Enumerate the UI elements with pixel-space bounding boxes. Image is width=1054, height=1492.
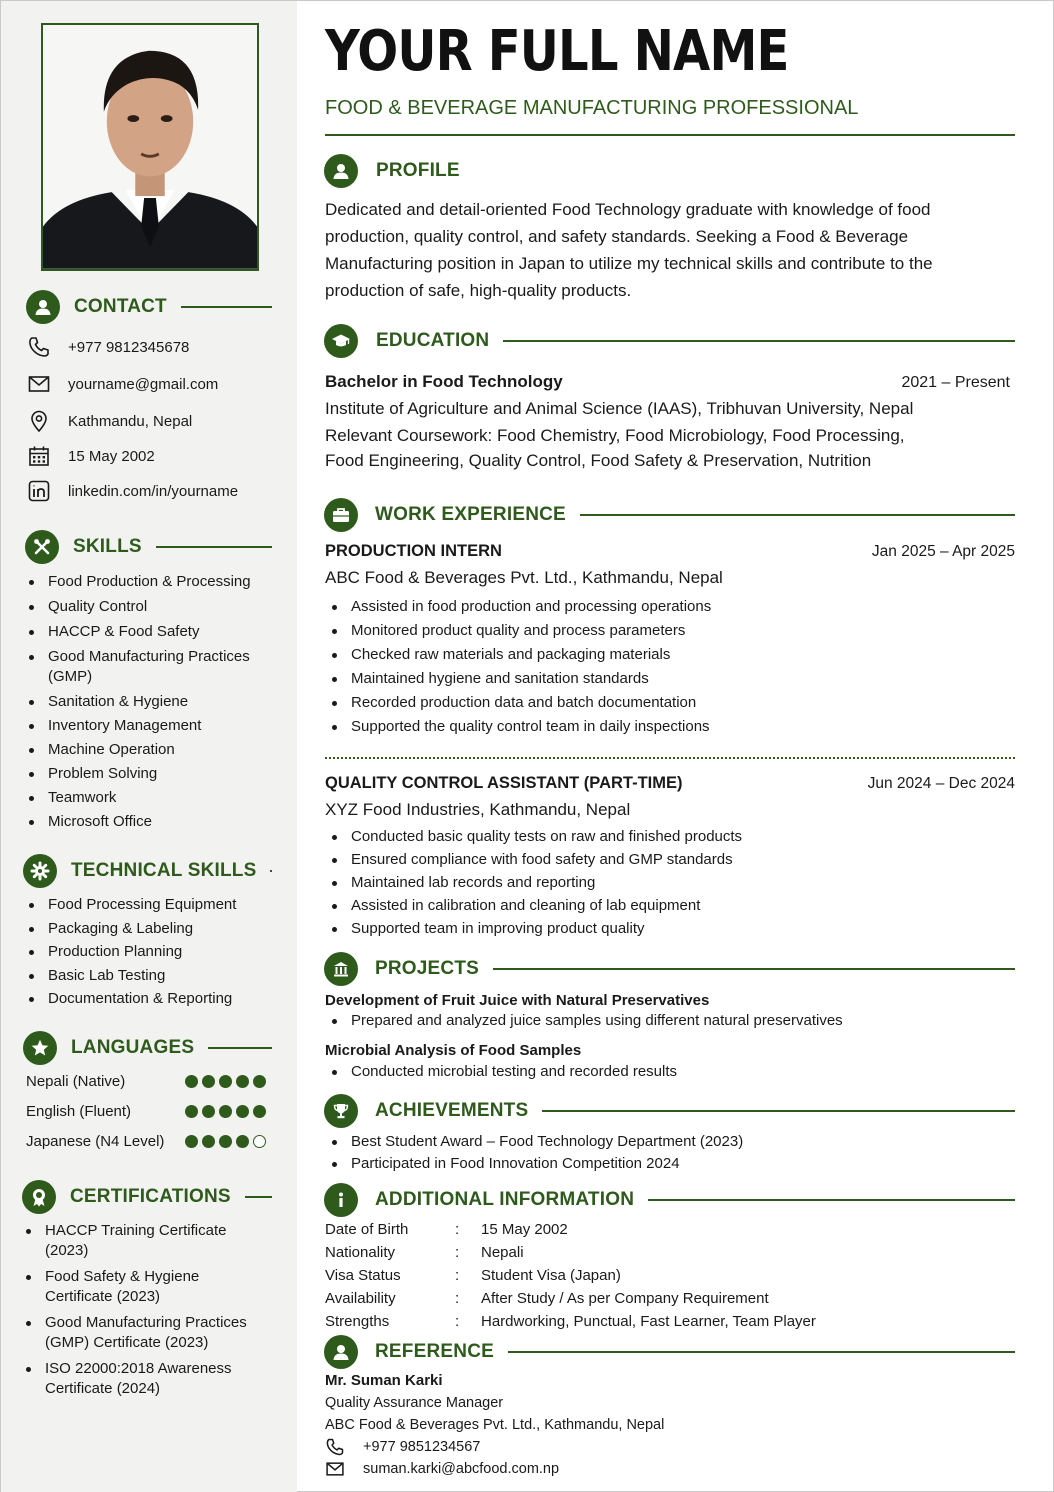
list-item: Conducted basic quality tests on raw and finished products bbox=[330, 827, 1010, 847]
list-item: Food Processing Equipment bbox=[27, 895, 277, 915]
skills-heading bbox=[25, 530, 272, 564]
rating-dot-filled bbox=[219, 1075, 232, 1088]
divider bbox=[503, 340, 1015, 342]
job-dates: Jan 2025 – Apr 2025 bbox=[871, 543, 1015, 560]
additional-info-heading bbox=[324, 1183, 1015, 1217]
mail-icon bbox=[27, 372, 51, 396]
list-item: Checked raw materials and packaging materials bbox=[330, 645, 1010, 665]
education-dates: 2021 – Present bbox=[901, 374, 1010, 391]
trophy-icon bbox=[324, 1094, 358, 1128]
technical-skills-title: TECHNICAL SKILLS bbox=[71, 860, 257, 881]
list-item: Documentation & Reporting bbox=[27, 989, 277, 1009]
list-item: ISO 22000:2018 Awareness Certificate (2024) bbox=[24, 1359, 264, 1399]
contact-phone bbox=[27, 335, 189, 359]
skills-list bbox=[27, 572, 277, 832]
info-value: Student Visa (Japan) bbox=[481, 1267, 621, 1284]
info-separator: : bbox=[455, 1244, 460, 1261]
info-key: Nationality bbox=[325, 1244, 396, 1261]
job-header bbox=[325, 542, 1015, 561]
reference-phone-text: +977 9851234567 bbox=[363, 1439, 481, 1455]
dob-text: 15 May 2002 bbox=[68, 447, 155, 465]
languages-title: LANGUAGES bbox=[71, 1037, 195, 1058]
language-row bbox=[26, 1073, 266, 1090]
award-ribbon-icon bbox=[22, 1180, 56, 1214]
language-rating bbox=[185, 1105, 266, 1118]
rating-dot-filled bbox=[185, 1135, 198, 1148]
info-key: Visa Status bbox=[325, 1267, 401, 1284]
linkedin-text: linkedin.com/in/yourname bbox=[68, 482, 239, 500]
job-title: QUALITY CONTROL ASSISTANT (PART-TIME) bbox=[325, 774, 683, 792]
coursework-line-2: Food Engineering, Quality Control, Food Safety & Preservation, Nutrition bbox=[325, 451, 872, 470]
language-row bbox=[26, 1103, 266, 1120]
rating-dot-filled bbox=[253, 1105, 266, 1118]
info-separator: : bbox=[455, 1221, 460, 1238]
technical-skills-list bbox=[27, 895, 277, 1009]
job-company: XYZ Food Industries, Kathmandu, Nepal bbox=[325, 800, 631, 819]
graduation-cap-icon bbox=[324, 324, 358, 358]
certifications-list bbox=[24, 1221, 264, 1399]
list-item: Microsoft Office bbox=[27, 812, 277, 832]
rating-dot-filled bbox=[236, 1135, 249, 1148]
list-item: Maintained hygiene and sanitation standards bbox=[330, 669, 1010, 689]
list-item: Supported team in improving product quality bbox=[330, 919, 1010, 939]
list-item: Prepared and analyzed juice samples using different natural preservatives bbox=[330, 1011, 1010, 1031]
work-experience-heading bbox=[324, 498, 1015, 532]
contact-email bbox=[27, 372, 218, 396]
rating-dot-filled bbox=[185, 1075, 198, 1088]
list-item: Assisted in calibration and cleaning of lab equipment bbox=[330, 896, 1010, 916]
contact-heading bbox=[26, 290, 272, 324]
list-item: Maintained lab records and reporting bbox=[330, 873, 1010, 893]
info-icon bbox=[324, 1183, 358, 1217]
language-rating bbox=[185, 1135, 266, 1148]
job-duties bbox=[330, 827, 1010, 939]
list-item: Packaging & Labeling bbox=[27, 919, 277, 939]
divider bbox=[580, 514, 1015, 516]
user-icon bbox=[324, 154, 358, 188]
profile-photo bbox=[41, 23, 259, 271]
list-item: Assisted in food production and processing operations bbox=[330, 597, 1010, 617]
coursework-line-1: Relevant Coursework: Food Chemistry, Food Microbiology, Food Processing, bbox=[325, 426, 905, 445]
list-item: Sanitation & Hygiene bbox=[27, 692, 277, 712]
divider bbox=[493, 968, 1015, 970]
reference-email-text: suman.karki@abcfood.com.np bbox=[363, 1461, 560, 1477]
rating-dot-filled bbox=[236, 1075, 249, 1088]
achievements-heading bbox=[324, 1094, 1015, 1128]
reference-company: ABC Food & Beverages Pvt. Ltd., Kathmandu, Nepal bbox=[325, 1417, 665, 1433]
list-item: Inventory Management bbox=[27, 716, 277, 736]
job-header bbox=[325, 774, 1015, 793]
email-text: yourname@gmail.com bbox=[68, 375, 219, 393]
location-text: Kathmandu, Nepal bbox=[68, 412, 193, 430]
reference-phone bbox=[325, 1437, 480, 1457]
list-item: Good Manufacturing Practices (GMP) Certificate (2023) bbox=[24, 1313, 264, 1353]
rating-dot-filled bbox=[202, 1075, 215, 1088]
reference-position: Quality Assurance Manager bbox=[325, 1395, 504, 1411]
profile-title: PROFILE bbox=[376, 160, 460, 181]
language-label: Nepali (Native) bbox=[26, 1073, 126, 1090]
projects-heading bbox=[324, 952, 1015, 986]
tools-icon bbox=[25, 530, 59, 564]
info-value: 15 May 2002 bbox=[481, 1221, 568, 1238]
divider bbox=[648, 1199, 1015, 1201]
divider bbox=[245, 1196, 272, 1198]
contact-dob bbox=[27, 444, 155, 468]
star-icon bbox=[23, 1031, 57, 1065]
linkedin-icon bbox=[27, 479, 51, 503]
projects-title: PROJECTS bbox=[375, 958, 480, 979]
education-title: EDUCATION bbox=[376, 330, 490, 351]
reference-heading bbox=[324, 1335, 1015, 1369]
info-key: Date of Birth bbox=[325, 1221, 409, 1238]
project-title: Development of Fruit Juice with Natural Preservatives bbox=[325, 992, 710, 1009]
info-key: Strengths bbox=[325, 1313, 390, 1330]
language-label: Japanese (N4 Level) bbox=[26, 1133, 165, 1150]
user-icon bbox=[324, 1335, 358, 1369]
divider bbox=[156, 546, 272, 548]
list-item: Good Manufacturing Practices (GMP) bbox=[27, 647, 277, 687]
language-label: English (Fluent) bbox=[26, 1103, 132, 1120]
divider bbox=[508, 1351, 1015, 1353]
rating-dot-filled bbox=[202, 1135, 215, 1148]
mail-icon bbox=[325, 1459, 345, 1479]
phone-icon bbox=[27, 335, 51, 359]
degree: Bachelor in Food Technology bbox=[325, 372, 563, 391]
project-title: Microbial Analysis of Food Samples bbox=[325, 1042, 582, 1059]
education-entry-header bbox=[325, 372, 1010, 392]
briefcase-icon bbox=[324, 498, 358, 532]
additional-info-title: ADDITIONAL INFORMATION bbox=[375, 1189, 635, 1210]
divider bbox=[181, 306, 272, 308]
job-company: ABC Food & Beverages Pvt. Ltd., Kathmandu, Nepal bbox=[325, 568, 723, 587]
gear-icon bbox=[23, 854, 57, 888]
rating-dot-filled bbox=[236, 1105, 249, 1118]
technical-skills-heading bbox=[23, 854, 272, 888]
location-pin-icon bbox=[27, 409, 51, 433]
rating-dot-empty bbox=[253, 1135, 266, 1148]
list-item: Best Student Award – Food Technology Department (2023) bbox=[330, 1132, 1010, 1152]
reference-name: Mr. Suman Karki bbox=[325, 1372, 443, 1389]
project-details bbox=[330, 1011, 1010, 1031]
divider bbox=[270, 870, 272, 872]
project-details bbox=[330, 1062, 1010, 1082]
list-item: Recorded production data and batch documentation bbox=[330, 693, 1010, 713]
achievements-list bbox=[330, 1132, 1010, 1174]
sidebar bbox=[1, 1, 297, 1492]
job-title: PRODUCTION INTERN bbox=[325, 542, 502, 560]
phone-icon bbox=[325, 1437, 345, 1457]
certifications-heading bbox=[22, 1180, 272, 1214]
full-name: YOUR FULL NAME bbox=[325, 19, 789, 84]
divider bbox=[542, 1110, 1015, 1112]
language-rating bbox=[185, 1075, 266, 1088]
info-value: After Study / As per Company Requirement bbox=[481, 1290, 769, 1307]
job-separator bbox=[325, 757, 1015, 759]
rating-dot-filled bbox=[202, 1105, 215, 1118]
divider bbox=[208, 1047, 272, 1049]
institute: Institute of Agriculture and Animal Science (IAAS), Tribhuvan University, Nepal bbox=[325, 399, 914, 418]
language-row bbox=[26, 1133, 266, 1150]
list-item: Ensured compliance with food safety and GMP standards bbox=[330, 850, 1010, 870]
job-dates: Jun 2024 – Dec 2024 bbox=[867, 775, 1015, 792]
info-separator: : bbox=[455, 1267, 460, 1284]
skills-title: SKILLS bbox=[73, 536, 142, 557]
list-item: Supported the quality control team in daily inspections bbox=[330, 717, 1010, 737]
additional-info-table bbox=[325, 1220, 816, 1332]
certifications-title: CERTIFICATIONS bbox=[70, 1186, 231, 1207]
building-icon bbox=[324, 952, 358, 986]
list-item: HACCP & Food Safety bbox=[27, 622, 277, 642]
list-item: Conducted microbial testing and recorded results bbox=[330, 1062, 1010, 1082]
list-item: Production Planning bbox=[27, 942, 277, 962]
user-icon bbox=[26, 290, 60, 324]
info-separator: : bbox=[455, 1313, 460, 1330]
main-content bbox=[325, 1, 1015, 1492]
rating-dot-filled bbox=[185, 1105, 198, 1118]
work-experience-title: WORK EXPERIENCE bbox=[375, 504, 566, 525]
profile-heading bbox=[324, 154, 1015, 188]
info-value: Hardworking, Punctual, Fast Learner, Team Player bbox=[481, 1313, 816, 1330]
info-separator: : bbox=[455, 1290, 460, 1307]
rating-dot-filled bbox=[253, 1075, 266, 1088]
phone-text: +977 9812345678 bbox=[68, 338, 190, 356]
contact-linkedin bbox=[27, 479, 238, 503]
achievements-title: ACHIEVEMENTS bbox=[375, 1100, 529, 1121]
list-item: Teamwork bbox=[27, 788, 277, 808]
rating-dot-filled bbox=[219, 1135, 232, 1148]
profile-summary: Dedicated and detail-oriented Food Technology graduate with knowledge of food production, quality control, and safety standards. Seeking a Food & Beverage Manufacturing position in Japan to utilize my technical skills and contribute to the production of safe, high-quality products. bbox=[325, 200, 933, 300]
list-item: HACCP Training Certificate (2023) bbox=[24, 1221, 264, 1261]
list-item: Problem Solving bbox=[27, 764, 277, 784]
list-item: Participated in Food Innovation Competition 2024 bbox=[330, 1154, 1010, 1174]
languages-heading bbox=[23, 1031, 272, 1065]
reference-email bbox=[325, 1459, 559, 1479]
info-key: Availability bbox=[325, 1290, 396, 1307]
info-value: Nepali bbox=[481, 1244, 524, 1261]
list-item: Food Safety & Hygiene Certificate (2023) bbox=[24, 1267, 264, 1307]
rating-dot-filled bbox=[219, 1105, 232, 1118]
list-item: Basic Lab Testing bbox=[27, 966, 277, 986]
contact-title: CONTACT bbox=[74, 296, 167, 317]
job-title: FOOD & BEVERAGE MANUFACTURING PROFESSIONAL bbox=[325, 97, 859, 119]
list-item: Machine Operation bbox=[27, 740, 277, 760]
job-duties bbox=[330, 597, 1010, 737]
contact-location bbox=[27, 409, 192, 433]
list-item: Quality Control bbox=[27, 597, 277, 617]
list-item: Food Production & Processing bbox=[27, 572, 277, 592]
education-heading bbox=[324, 324, 1015, 358]
list-item: Monitored product quality and process parameters bbox=[330, 621, 1010, 641]
reference-title: REFERENCE bbox=[375, 1341, 494, 1362]
calendar-icon bbox=[27, 444, 51, 468]
header-divider bbox=[325, 134, 1015, 136]
